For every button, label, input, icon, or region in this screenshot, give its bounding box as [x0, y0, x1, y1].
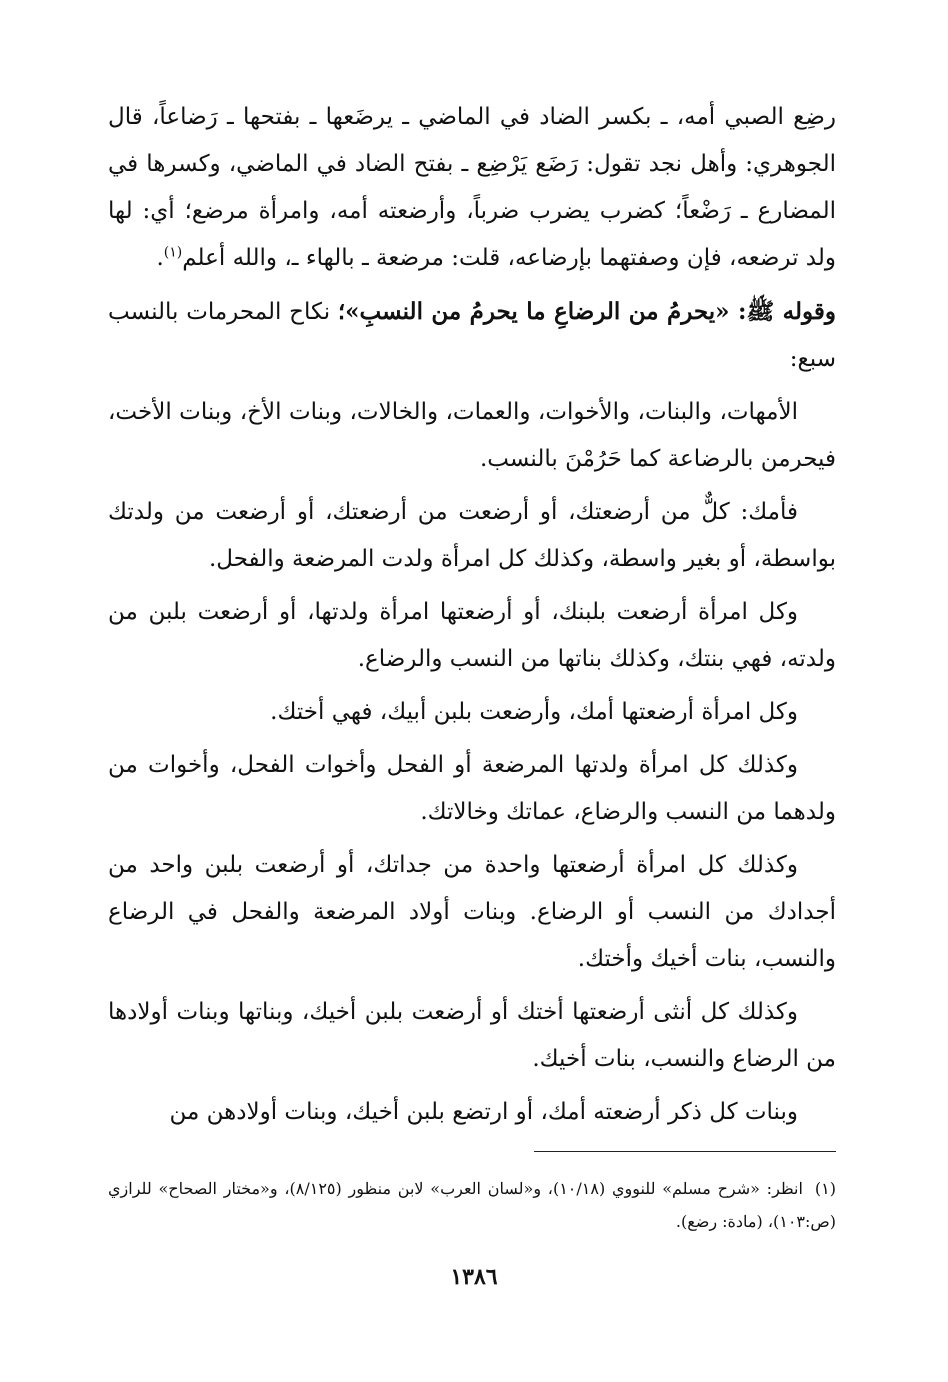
- paragraph-end: .: [156, 245, 164, 271]
- paragraph-text: وكذلك كل امرأة أرضعتها واحدة من جداتك، أو أرضعت بلبن واحد من أجدادك من النسب أو الرضاع. وبنات أولاد المرضعة والفحل في الرضاع والنسب، بنات أخيك وأختك.: [108, 852, 836, 972]
- paragraph-hadith: [108, 288, 836, 383]
- paragraph-text: وكذلك كل أنثى أرضعتها أختك أو أرضعت بلبن أخيك، وبناتها وبنات أولادها من الرضاع والنسب، بنات أخيك.: [108, 999, 836, 1072]
- paragraph-text: وكذلك كل امرأة ولدتها المرضعة أو الفحل وأخوات الفحل، وأخوات من ولدهما من النسب والرضاع، عماتك وخالاتك.: [108, 752, 836, 825]
- paragraph-nieces: [108, 989, 836, 1083]
- paragraph-daughter: [108, 589, 836, 683]
- paragraph-aunts: [108, 742, 836, 836]
- main-text: [108, 94, 836, 1136]
- paragraph-lexical-definition: [108, 94, 836, 282]
- paragraph-grandmothers: [108, 842, 836, 983]
- footnote-marker: (١): [163, 244, 183, 261]
- paragraph-text: فأمك: كلٌّ من أرضعتك، أو أرضعت من أرضعتك، أو أرضعت من ولدتك بواسطة، أو بغير واسطة، وكذلك كل امرأة ولدت المرضعة والفحل.: [108, 499, 836, 572]
- paragraph-mother: [108, 489, 836, 583]
- hadith-quote: وقوله ﷺ: «يحرمُ من الرضاعِ ما يحرمُ من النسبِ»؛: [337, 298, 836, 325]
- footnote-text: انظر: «شرح مسلم» للنووي (١٠/١٨)، و«لسان العرب» لابن منظور (٨/١٢٥)، و«مختار الصحاح» للرازي (ص:١٠٣)، (مادة: رضع).: [108, 1179, 836, 1231]
- footnote-number: (١): [814, 1179, 837, 1198]
- paragraph-text: الأمهات، والبنات، والأخوات، والعمات، والخالات، وبنات الأخ، وبنات الأخت، فيحرمن بالرضاعة كما حَرُمْنَ بالنسب.: [108, 399, 836, 472]
- paragraph-text: وبنات كل ذكر أرضعته أمك، أو ارتضع بلبن أخيك، وبنات أولادهن من: [169, 1099, 798, 1125]
- paragraph-sister: [108, 689, 836, 736]
- hadith-continuation: نكاح المحرمات: [186, 299, 338, 325]
- paragraph-continued: [108, 1089, 836, 1136]
- footnote: [108, 1172, 836, 1238]
- paragraph-text: وكل امرأة أرضعت بلبنك، أو أرضعتها امرأة ولدتها، أو أرضعت بلبن من ولدته، فهي بنتك، وكذلك بناتها من النسب والرضاع.: [108, 599, 836, 672]
- paragraph-text: رضِع الصبي أمه، ـ بكسر الضاد في الماضي ـ يرضَعها ـ بفتحها ـ رَضاعاً، قال الجوهري: وأهل نجد تقول: رَضَع يَرْضِع ـ بفتح الضاد في الماضي، وكسرها في المضارع ـ رَضْعاً؛ كضرب يضرب ضرباً، وأرضعته أمه، وامرأة مرضع؛ أي: لها ولد ترضعه، فإن وصفتهما بإرضاعه، قلت: مرضعة ـ بالهاء ـ، والله أعلم: [108, 104, 836, 271]
- paragraph-list-prohibited: [108, 389, 836, 483]
- paragraph-text: بالنسب سبع:: [108, 299, 836, 372]
- paragraph-text: وكل امرأة أرضعتها أمك، وأرضعت بلبن أبيك، فهي أختك.: [270, 699, 798, 725]
- footnote-divider: [534, 1151, 836, 1152]
- page-number: ١٣٨٦: [450, 1264, 498, 1290]
